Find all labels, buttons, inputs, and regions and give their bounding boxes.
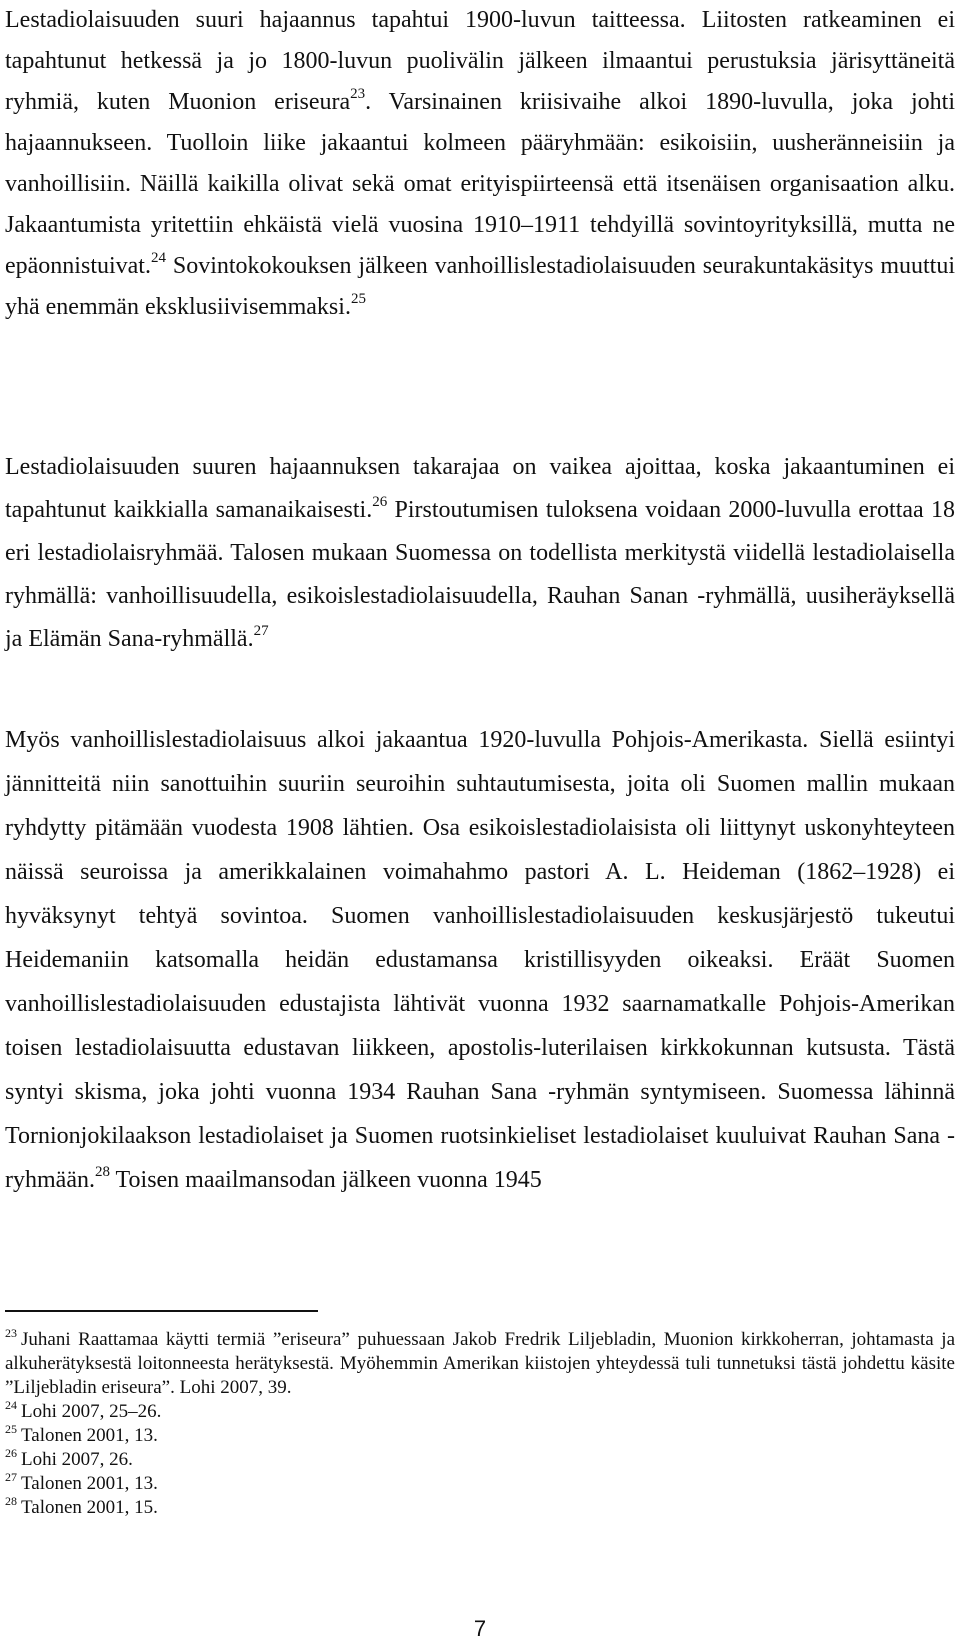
footnote-number: 24 bbox=[5, 1397, 17, 1412]
paragraph-3-text-2: Toisen maailmansodan jälkeen vuonna 1945 bbox=[109, 1167, 542, 1193]
footnote-text: Juhani Raattamaa käytti termiä ”eriseura” puhuessaan Jakob Fredrik Liljebladin, Muonion kirkkoherran, johtamasta ja alkuherätyksestä loitonneesta herätyksestä. Myöhemmin Amerikan kiistojen yhteydessä tuli tunnetuksi tästä johdettu käsite ”Liljebladin eriseura”. Lohi 2007, 39. bbox=[5, 1329, 955, 1398]
paragraph-1-text-3: Sovintokokouksen jälkeen vanhoillislestadiolaisuuden seurakuntakäsitys muuttui yhä enemmän eksklusiivisemmaksi. bbox=[5, 253, 955, 320]
footnotes bbox=[5, 1325, 955, 1520]
paragraph-2-text-1: Lestadiolaisuuden suuren hajaannuksen takarajaa on vaikea ajoittaa, koska jakaantuminen ei tapahtunut kaikkialla samanaikaisesti. bbox=[5, 454, 955, 523]
footnote-number: 27 bbox=[5, 1469, 17, 1484]
footnote-ref-24[interactable]: 24 bbox=[150, 250, 166, 266]
footnote-number: 28 bbox=[5, 1493, 17, 1508]
footnote-text: Lohi 2007, 26. bbox=[21, 1449, 133, 1470]
paragraph-3-text-1: Myös vanhoillislestadiolaisuus alkoi jakaantua 1920-luvulla Pohjois-Amerikasta. Siellä esiintyi jännitteitä niin sanottuihin suuriin seuroihin suhtautumisesta, joita oli Suomen mallin mukaan ryhdytty pitämään vuodesta 1908 lähtien. Osa esikoislestadiolaisista oli liittynyt uskonyhteyteen näissä seuroissa ja amerikkalainen voimahahmo pastori A. L. Heideman (1862–1928) ei hyväksynyt tehtyä sovintoa. Suomen vanhoillislestadiolaisuuden keskusjärjestö tukeutui Heidemaniin katsomalla heidän edustamansa kristillisyyden oikeaksi. Eräät Suomen vanhoillislestadiolaisuuden edustajista lähtivät vuonna 1932 saarnamatkalle Pohjois-Amerikan toisen lestadiolaisuutta edustavan liikkeen, apostolis-luterilaisen kirkkokunnan kutsusta. Tästä syntyi skisma, joka johti vuonna 1934 Rauhan Sana -ryhmän syntymiseen. Suomessa lähinnä Tornionjokilaakson lestadiolaiset ja Suomen ruotsinkieliset lestadiolaiset kuuluivat Rauhan Sana -ryhmään. bbox=[5, 727, 955, 1193]
paragraph-3 bbox=[5, 718, 955, 1202]
footnote-text: Talonen 2001, 15. bbox=[21, 1497, 158, 1518]
paragraph-2 bbox=[5, 446, 955, 661]
footnote-text: Talonen 2001, 13. bbox=[21, 1473, 158, 1494]
footnote-separator bbox=[5, 1310, 318, 1312]
footnote-text: Lohi 2007, 25–26. bbox=[21, 1401, 162, 1422]
footnote-ref-26[interactable]: 26 bbox=[372, 494, 388, 510]
footnote-ref-28[interactable]: 28 bbox=[94, 1164, 110, 1180]
footnote-ref-27[interactable]: 27 bbox=[253, 623, 269, 639]
paragraph-2-text-2: Pirstoutumisen tuloksena voidaan 2000-luvulla erottaa 18 eri lestadiolaisryhmää. Talosen mukaan Suomessa on todellista merkitystä viidellä lestadiolaisella ryhmällä: vanhoillisuudella, esikoislestadiolaisuudella, Rauhan Sanan -ryhmällä, uusiheräyksellä ja Elämän Sana-ryhmällä. bbox=[5, 497, 955, 652]
paragraph-1-text-2: . Varsinainen kriisivaihe alkoi 1890-luvulla, joka johti hajaannukseen. Tuolloin liike jakaantui kolmeen pääryhmään: esikoisiin, uusheränneisiin ja vanhoillisiin. Näillä kaikilla olivat sekä omat erityispiirteensä että itsenäisen organisaation alku. Jakaantumista yritettiin ehkäistä vielä vuosina 1910–1911 tehdyillä sovintoyrityksillä, mutta ne epäonnistuivat. bbox=[5, 89, 955, 279]
footnote-28 bbox=[5, 1493, 955, 1520]
footnote-number: 26 bbox=[5, 1445, 17, 1460]
footnote-text: Talonen 2001, 13. bbox=[21, 1425, 158, 1446]
footnote-24 bbox=[5, 1397, 955, 1424]
footnote-number: 25 bbox=[5, 1421, 17, 1436]
paragraph-1 bbox=[5, 0, 955, 328]
footnote-ref-23[interactable]: 23 bbox=[350, 86, 366, 102]
footnote-25 bbox=[5, 1421, 955, 1448]
footnote-ref-25[interactable]: 25 bbox=[350, 291, 366, 307]
page-number: 7 bbox=[473, 1616, 487, 1641]
footnote-27 bbox=[5, 1469, 955, 1496]
footnote-23 bbox=[5, 1325, 955, 1400]
paragraph-1-text-1: Lestadiolaisuuden suuri hajaannus tapahtui 1900-luvun taitteessa. Liitosten ratkeaminen ei tapahtunut hetkessä ja jo 1800-luvun puolivälin jälkeen ilmaantui perustuksia järisyttäneitä ryhmiä, kuten Muonion eriseura bbox=[5, 7, 955, 115]
footnote-26 bbox=[5, 1445, 955, 1472]
footnote-number: 23 bbox=[5, 1325, 17, 1340]
